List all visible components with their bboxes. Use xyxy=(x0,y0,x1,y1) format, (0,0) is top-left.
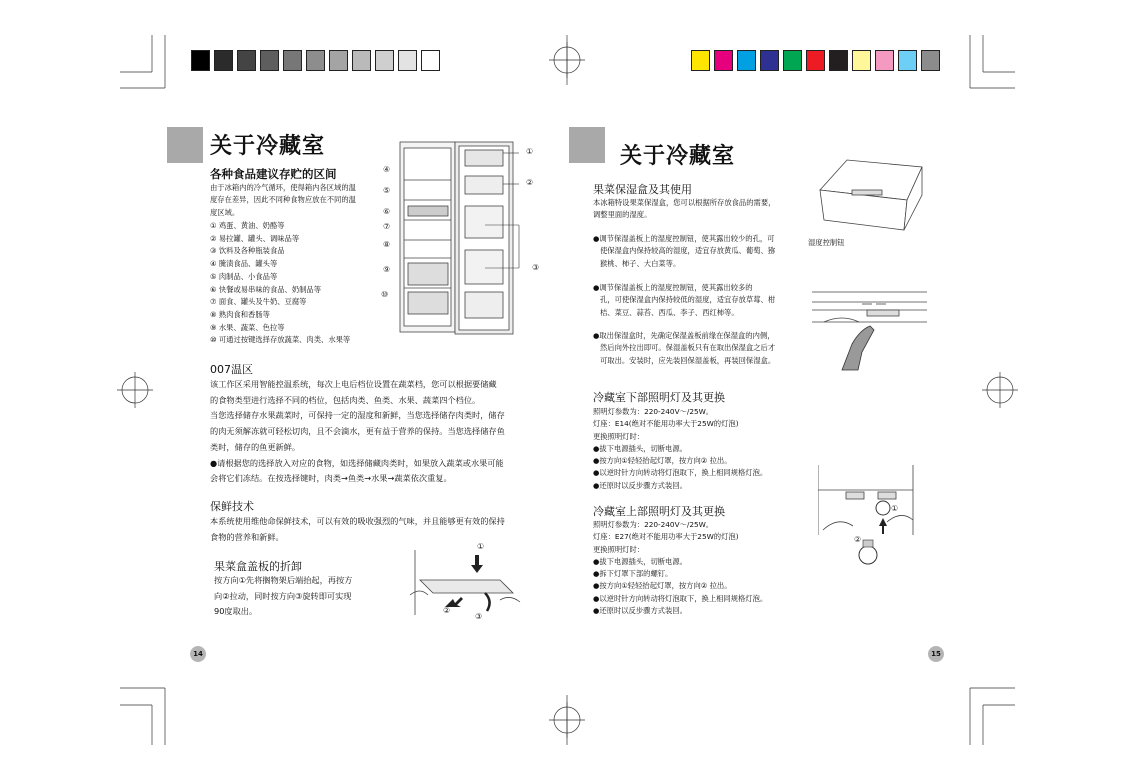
gray-swatch xyxy=(306,50,325,71)
list-item: ① 鸡蛋、黄油、奶酪等 xyxy=(210,221,285,230)
color-swatch xyxy=(691,50,710,71)
crisper-heading: 果菜保湿盒及其使用 xyxy=(593,183,692,196)
fresh-heading: 保鲜技术 xyxy=(210,500,254,513)
lamp-label-1: ① xyxy=(891,504,899,513)
fridge-label-6: ⑥ xyxy=(383,207,391,216)
list-item: ⑨ 水果、蔬菜、色拉等 xyxy=(210,322,285,332)
page-title-right: 关于冷藏室 xyxy=(620,144,736,169)
gray-swatch xyxy=(191,50,210,71)
zones-heading: 各种食品建议存贮的区间 xyxy=(210,167,337,181)
gray-swatch xyxy=(237,50,256,71)
upper-lamp-body: 照明灯参数为：220-240V～/25W。 灯座：E27(绝对不能用功率大于25W的灯泡) 更换照明灯时： ●拔下电源插头，切断电源。 ●拆下灯罩下部的螺钉。 ●按方向①轻轻抬起灯罩，按方向② 拉出。 ●以逆时针方向转动将灯泡取下，换上相同规格灯泡。 ●还原时以反步骤方式装回。 xyxy=(593,520,768,616)
cover-label-2: ② xyxy=(443,606,451,615)
gray-swatch xyxy=(375,50,394,71)
list-item: ④ 腌渍食品、罐头等 xyxy=(210,259,278,269)
list-item: ② 易拉罐、罐头、调味品等 xyxy=(210,233,300,243)
cover-label-3: ③ xyxy=(475,612,483,621)
crisper-bullet-1: ●调节保湿盖板上的湿度控制钮，使其露出较少的孔，可 使保湿盒内保持较高的湿度，适宜存放黄瓜、葡萄、猕 猴桃、柿子、大白菜等。 xyxy=(593,234,776,268)
page-number-right: 15 xyxy=(928,646,944,662)
fridge-label-5: ⑤ xyxy=(383,186,391,195)
gray-swatch xyxy=(398,50,417,71)
section-marker xyxy=(569,127,605,163)
fridge-label-9: ⑨ xyxy=(383,265,391,274)
list-item: ⑥ 快餐或易串味的食品、奶制品等 xyxy=(210,284,322,294)
zones-list xyxy=(210,220,350,347)
lamp-replacement-illustration xyxy=(818,460,918,570)
page-number-left: 14 xyxy=(190,646,206,662)
cover-heading: 果菜盒盖板的折卸 xyxy=(214,560,302,573)
list-item: ⑧ 熟肉食和香肠等 xyxy=(210,309,270,319)
page-title-left: 关于冷藏室 xyxy=(210,134,326,159)
cover-label-1: ① xyxy=(477,542,485,551)
color-swatch xyxy=(852,50,871,71)
humidity-knob-illustration xyxy=(812,282,927,372)
crisper-intro: 本冰箱特设果菜保湿盒，您可以根据所存放食品的需要， 调整里面的湿度。 xyxy=(593,198,776,220)
color-swatch xyxy=(806,50,825,71)
list-item: ⑦ 面食、罐头及牛奶、豆腐等 xyxy=(210,297,307,307)
gray-swatch xyxy=(352,50,371,71)
fridge-label-4: ④ xyxy=(383,165,391,174)
color-swatch xyxy=(737,50,756,71)
section-marker xyxy=(167,127,203,163)
zones-intro: 由于冰箱内的冷气循环，使得箱内各区域的温 度存在差异，因此不同种食物应放在不同的温 度区域。 xyxy=(210,183,356,217)
crisper-bullet-3: ●取出保湿盒时，先确定保湿盖板前缘在保湿盒的内侧， 然后向外拉出即可。保湿盖板只有在取出保湿盒之后才 可取出。安装时，应先装回保湿盖板，再装回保湿盒。 xyxy=(593,331,776,365)
zone007-body: 该工作区采用智能控温系统，每次上电后档位设置在蔬菜档，您可以根据要储藏 的食物类型进行选择不同的档位，包括肉类、鱼类、水果、蔬菜四个档位。 当您选择储存水果蔬菜时，可保持一定的湿度和新鲜，当您选择储存肉类时，储存 的肉无须解冻就可轻松切肉，且不会滴水，更有益于营养的保持。当您选择储存鱼 类时，储存的鱼更新鲜。 ●请根据您的选择放入对应的食物，如选择储藏肉类时，如果放入蔬菜或水果可能 会将它们冻结。在按选择键时，肉类→鱼类→水果→蔬菜依次重复。 xyxy=(210,379,505,484)
lower-lamp-heading: 冷藏室下部照明灯及其更换 xyxy=(593,391,725,404)
fridge-label-2: ② xyxy=(526,178,534,187)
color-swatch xyxy=(829,50,848,71)
fridge-label-3: ③ xyxy=(532,263,540,272)
cover-removal-illustration xyxy=(405,545,525,620)
color-swatch xyxy=(783,50,802,71)
color-swatch xyxy=(714,50,733,71)
gray-swatch xyxy=(260,50,279,71)
gray-swatch xyxy=(283,50,302,71)
crisper-bullet-2: ●调节保湿盖板上的湿度控制钮，使其露出较多的 孔，可使保湿盒内保持较低的湿度，适宜存放草莓、柑 桔、菜豆、蒜苔、西瓜、李子、西红柿等。 xyxy=(593,283,776,317)
cover-body: 按方向①先将搁物架后端抬起，再按方 向②拉动，同时按方向③旋转即可实现 90度取出。 xyxy=(214,575,353,617)
lamp-label-2: ② xyxy=(854,535,862,544)
zone007-heading: 007温区 xyxy=(210,363,253,376)
fridge-illustration xyxy=(395,140,520,340)
gray-swatch xyxy=(329,50,348,71)
crisper-box-illustration xyxy=(812,155,927,235)
gray-swatch xyxy=(214,50,233,71)
color-swatch xyxy=(875,50,894,71)
fridge-label-8: ⑧ xyxy=(383,240,391,249)
gray-swatch xyxy=(421,50,440,71)
color-swatch xyxy=(898,50,917,71)
list-item: ③ 饮料及各种瓶装食品 xyxy=(210,246,285,256)
color-swatch xyxy=(921,50,940,71)
fridge-label-1: ① xyxy=(526,147,534,156)
fresh-body: 本系统使用维他命保鲜技术，可以有效的吸收强烈的气味，并且能够更有效的保持 食物的营养和新鲜。 xyxy=(210,516,505,542)
list-item: ⑤ 肉制品、小食品等 xyxy=(210,271,278,281)
humidity-knob-label: 湿度控制钮 xyxy=(808,238,845,247)
fridge-label-10: ⑩ xyxy=(381,290,389,299)
color-swatch xyxy=(760,50,779,71)
upper-lamp-heading: 冷藏室上部照明灯及其更换 xyxy=(593,505,725,518)
fridge-label-7: ⑦ xyxy=(383,222,391,231)
lower-lamp-body: 照明灯参数为：220-240V～/25W。 灯座：E14(绝对不能用功率大于25W的灯泡) 更换照明灯时： ●拔下电源插头，切断电源。 ●按方向①轻轻抬起灯罩，按方向② 拉出。 ●以逆时针方向转动将灯泡取下，换上相同规格灯泡。 ●还原时以反步骤方式装回。 xyxy=(593,407,768,490)
list-item: ⑩ 可通过按键选择存放蔬菜、肉类、水果等 xyxy=(210,335,351,345)
